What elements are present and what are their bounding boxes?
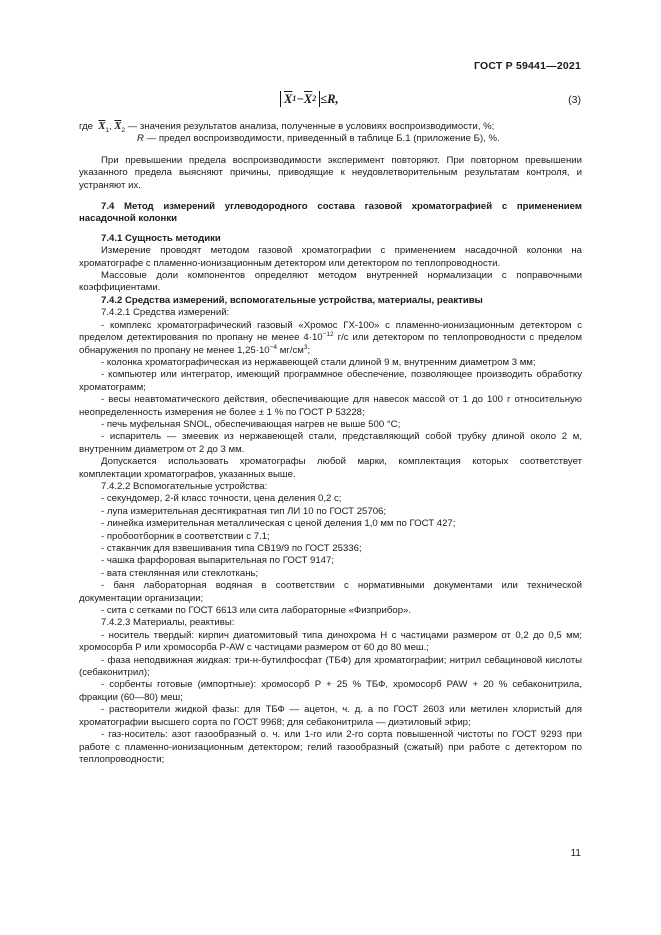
list-item: - печь муфельная SNOL, обеспечивающая нагрев не выше 500 °С;: [101, 418, 401, 430]
heading-7-4-2-1: 7.4.2.1 Средства измерений:: [101, 307, 230, 319]
formula-comma: ,: [335, 91, 339, 106]
list-item: - лупа измерительная десятикратная тип ЛИ 10 по ГОСТ 25706;: [101, 505, 387, 517]
absolute-value-bars: $\overline{X}$ 1 − $\overline{X}$ 2: [280, 91, 320, 107]
list-item: - вата стеклянная или стеклоткань;: [101, 567, 259, 579]
standard-code-header: ГОСТ Р 59441—2021: [473, 60, 581, 72]
list-item-chromatograph: - комплекс хроматографический газовый «Хромос ГХ-100» с пламенно-ионизационным детектором с пределом детектирования по пропану не менее $4\cdot 10^{-12}$ г/с или детектором по теплопроводности с пределом обнаружения по пропану не менее $1,25\cdot 10^{-4}$ $мг/см^3$;: [79, 319, 582, 356]
heading-7-4-2-3: 7.4.2.3 Материалы, реактивы:: [101, 617, 235, 629]
page-number: 11: [570, 848, 581, 859]
where-line-x: где $\overline{X}_1$, $\overline{X}_2$ — значения результатов анализа, полученные в условиях воспроизводимости, %;: [79, 121, 495, 134]
formula-3: [280, 91, 339, 107]
para-7-4-1-b: Массовые доли компонентов определяют методом внутренней нормализации с поправочными коэффициентами.: [79, 270, 582, 294]
heading-7-4: 7.4 Метод измерений углеводородного состава газовой хроматографией с применением насадочной колонки: [79, 201, 582, 225]
where-line-r: R — предел воспроизводимости, приведенный в таблице Б.1 (приложение Б), %.: [137, 133, 500, 145]
list-item: - сита с сетками по ГОСТ 6613 или сита лабораторные «Физприбор».: [101, 605, 412, 617]
list-item: - растворители жидкой фазы: для ТБФ — ацетон, ч. д. а по ГОСТ 2603 или метилен хлористый для хроматографии высшего сорта по ГОСТ 9968; для себаконитрила — диэтиловый эфир;: [79, 704, 582, 728]
heading-7-4-2-2: 7.4.2.2 Вспомогательные устройства:: [101, 480, 268, 492]
r-symbol: R: [327, 91, 336, 106]
list-item: - газ-носитель: азот газообразный о. ч. или 1-го или 2-го сорта повышенной чистоты по ГОСТ 9293 при работе с пламенно-ионизационным детектором; гелий газообразный (сжатый) при работе с детектором по теплопроводности;: [79, 729, 582, 765]
heading-7-4-2: 7.4.2 Средства измерений, вспомогательные устройства, материалы, реактивы: [101, 294, 483, 306]
equation-number: (3): [568, 94, 581, 106]
para-allowed: Допускается использовать хроматографы любой марки, комплектация которых соответствует комплектации хроматографов, указанных выше.: [79, 456, 582, 480]
list-item: - баня лабораторная водяная в соответствии с нормативными документами или технической документации организации;: [79, 580, 582, 604]
minus-sign: −: [296, 91, 304, 106]
le-sign: ≤: [320, 91, 328, 106]
list-item: - фаза неподвижная жидкая: три-н-бутилфосфат (ТБФ) для хроматографии; нитрил себациновой кислоты (себаконитрил);: [79, 654, 582, 679]
x1-bar: $\overline{X}$: [284, 91, 293, 106]
para-exceed: При превышении предела воспроизводимости эксперимент повторяют. При повторном превышении указанного предела выясняют причины, приводящие к неудовлетворительным результатам контроля, и устраняют их.: [79, 154, 582, 191]
list-item: - компьютер или интегратор, имеющий программное обеспечение, позволяющее производить обработку хроматограмм;: [79, 369, 582, 393]
list-item: - стаканчик для взвешивания типа СВ19/9 по ГОСТ 25336;: [101, 543, 362, 554]
list-item: - пробоотборник в соответствии с 7.1;: [101, 530, 270, 542]
para-7-4-1-a: Измерение проводят методом газовой хроматографии с применением насадочной колонки на хроматографе с пламенно-ионизационным детектором или детектором по теплопроводности.: [79, 245, 582, 269]
list-item: - сорбенты готовые (импортные): хромосорб Р + 25 % ТБФ, хромосорб PAW + 20 % себаконитрила, фракции (60—80) меш;: [79, 679, 582, 703]
main-text: [79, 121, 582, 766]
list-item: - линейка измерительная металлическая с ценой деления 1,0 мм по ГОСТ 427;: [101, 518, 456, 530]
list-item: - секундомер, 2-й класс точности, цена деления 0,2 с;: [101, 493, 342, 505]
heading-7-4-1: 7.4.1 Сущность методики: [101, 232, 221, 244]
list-item: - испаритель — змеевик из нержавеющей стали, представляющий собой трубку длиной около 2 м, внутренним диаметром от 2 до 3 мм.: [79, 431, 582, 455]
x2-bar: $\overline{X}$: [303, 91, 313, 106]
list-item: - носитель твердый: кирпич диатомитовый типа динохрома Н с частицами размером от 0,2 до 0,5 мм; хромосорба Р или хромосорба P-AW с частицами размером от 60 до 80 меш.;: [79, 629, 582, 654]
list-item: - колонка хроматографическая из нержавеющей стали длиной 9 м, внутренним диаметром 3 мм;: [101, 356, 536, 368]
list-item: - чашка фарфоровая выпарительная по ГОСТ 9147;: [101, 555, 335, 567]
list-item: - весы неавтоматического действия, обеспечивающие для навесок массой от 1 до 100 г относительную неопределенность измерения не более ± 1 % по ГОСТ Р 53228;: [79, 394, 582, 418]
